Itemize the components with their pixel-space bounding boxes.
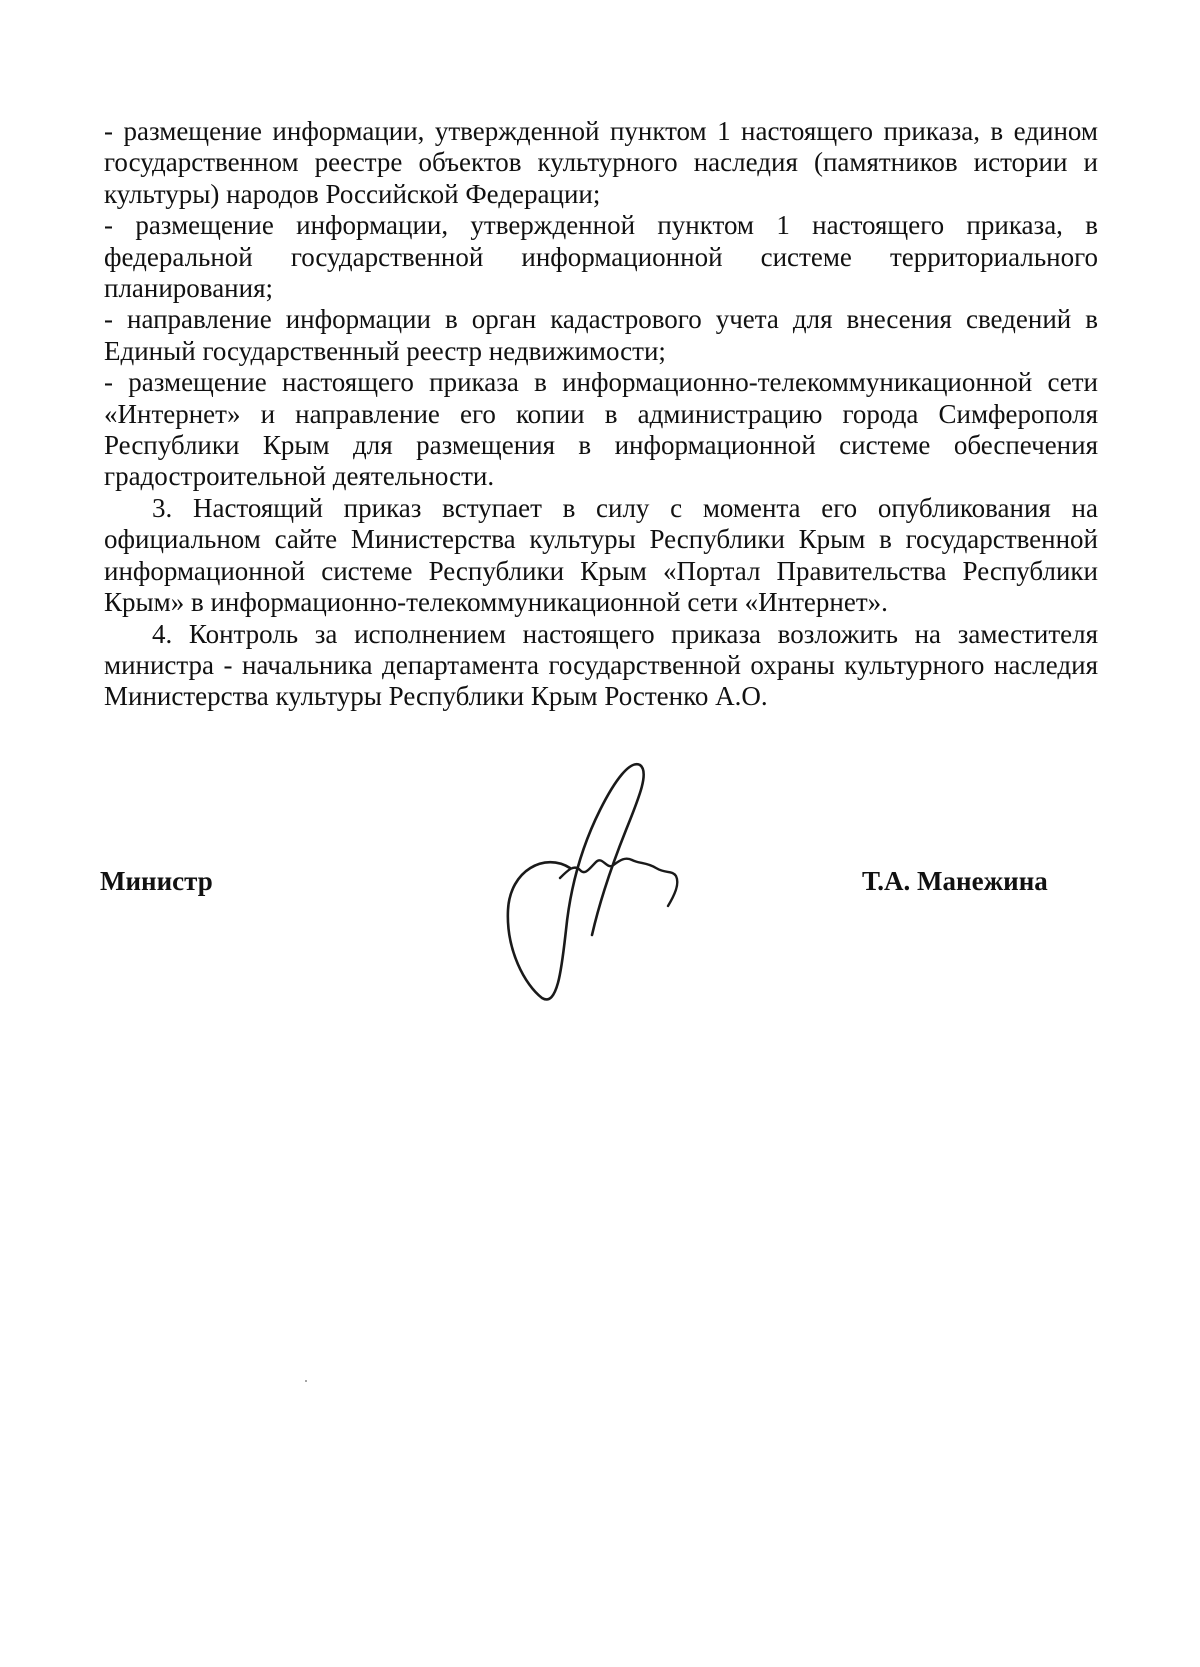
scan-speck [305,1380,307,1382]
signatory-role: Министр [100,866,213,896]
paragraph-bullet-planning-system: - размещение информации, утвержденной пунктом 1 настоящего приказа, в федеральной государственной информационной системе территориального планирования; [104,210,1098,304]
paragraph-bullet-registry: - размещение информации, утвержденной пунктом 1 настоящего приказа, в едином государственном реестре объектов культурного наследия (памятников истории и культуры) народов Российской Федерации; [104,116,1098,209]
document-body [104,116,1098,713]
paragraph-bullet-internet: - размещение настоящего приказа в информационно-телекоммуникационной сети «Интернет» и направление его копии в администрацию города Симферополя Республики Крым для размещения в информационной системе обеспечения градостроительной деятельности. [104,367,1098,492]
paragraph-clause-3: 3. Настоящий приказ вступает в силу с момента его опубликования на официальном сайте Министерства культуры Республики Крым в государственной информационной системе Республики Крым «Портал Правительства Республики Крым» в информационно-телекоммуникационной сети «Интернет». [104,492,1098,618]
paragraph-bullet-cadastral: - направление информации в орган кадастрового учета для внесения сведений в Единый государственный реестр недвижимости; [104,304,1098,366]
paragraph-clause-4: 4. Контроль за исполнением настоящего приказа возложить на заместителя министра - начальника департамента государственной охраны культурного наследия Министерства культуры Республики Крым Ростенко А.О. [104,618,1098,712]
signatory-name: Т.А. Манежина [862,866,1048,896]
signature-stroke-loop [508,764,644,999]
handwritten-signature [500,760,710,1010]
signature-stroke-flourish [560,859,677,906]
